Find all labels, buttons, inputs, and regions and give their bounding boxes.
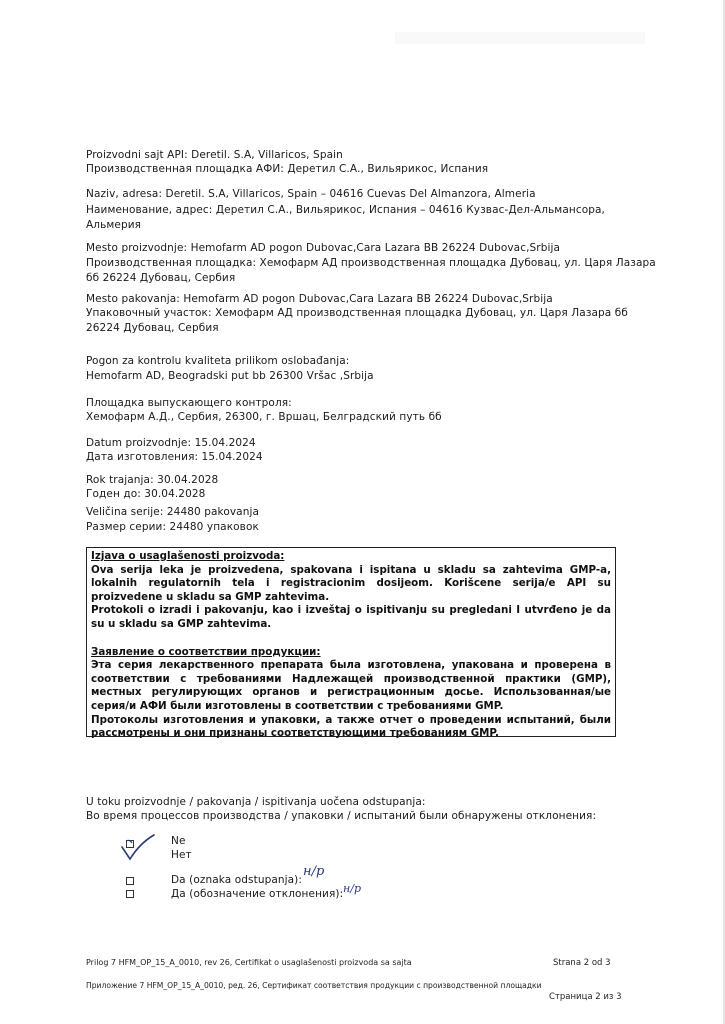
no-deviation-label-ru: Нет xyxy=(171,849,192,861)
handwritten-na-ru: н/р xyxy=(343,882,361,895)
faint-header-mark xyxy=(395,32,645,44)
packaging-site-ru-cont: 26224 Дубовац, Сербия xyxy=(86,322,219,334)
name-address-ru-cont: Альмерия xyxy=(86,219,142,231)
production-site-sr: Mesto proizvodnje: Hemofarm AD pogon Dubovac,Cara Lazara BB 26224 Dubovac,Srbija xyxy=(86,242,561,254)
expiry-date-ru: Годен до: 30.04.2028 xyxy=(86,488,206,500)
yes-deviation-label-sr: Da (oznaka odstupanja): xyxy=(171,874,303,886)
qc-site-label-ru: Площадка выпускающего контроля: xyxy=(86,397,292,409)
footer-reference-sr: Prilog 7 HFM_OP_15_A_0010, rev 26, Certifikat o usaglašenosti proizvoda sa sajta xyxy=(86,958,412,967)
yes-deviation-checkbox-sr[interactable] xyxy=(126,877,134,885)
api-site-sr: Proizvodni sajt API: Deretil. S.A, Villaricos, Spain xyxy=(86,149,343,161)
deviations-question-ru: Во время процессов производства / упаковки / испытаний были обнаружены отклонения: xyxy=(86,810,597,822)
declaration-text-sr-1: Ova serija leka je proizvedena, spakovana i ispitana u skladu sa zahtevima GMP-a, lokalnih regulatornih tela i registracionim dosijeom. Korišcene serija/e API su proizvedene u skladu sa GMP zahtevima. xyxy=(91,563,611,603)
footer-reference-ru: Приложение 7 HFM_OP_15_A_0010, ред. 26, Сертификат соответствия продукции с производственной площадки xyxy=(86,981,542,990)
api-site-ru: Производственная площадка АФИ: Деретил С.А., Вильярикос, Испания xyxy=(86,163,489,175)
footer-page-ru: Страница 2 из 3 xyxy=(549,992,622,1002)
batch-size-sr: Veličina serije: 24480 pakovanja xyxy=(86,506,260,518)
declaration-text-ru-1: Эта серия лекарственного препарата была изготовлена, упакована и проверена в соответствии с требованиями Надлежащей производственной практики (GMP), местных регулирующих органов и регистрационным досье. Использованная/ые серия/и АФИ были изготовлены в соответствии с требованиями GMP. xyxy=(91,659,611,712)
no-deviation-label-sr: Ne xyxy=(171,835,186,847)
expiry-date-sr: Rok trajanja: 30.04.2028 xyxy=(86,474,219,486)
packaging-site-sr: Mesto pakovanja: Hemofarm AD pogon Dubovac,Cara Lazara BB 26224 Dubovac,Srbija xyxy=(86,293,553,305)
packaging-site-ru: Упаковочный участок: Хемофарм АД производственная площадка Дубовац, ул. Царя Лазара бб xyxy=(86,307,628,319)
declaration-text-sr-2: Protokoli o izradi i pakovanju, kao i izveštaj o ispitivanju su pregledani I utvrđeno je da su u skladu sa GMP zahtevima. xyxy=(91,604,611,630)
footer-page-sr: Strana 2 od 3 xyxy=(553,958,611,968)
qc-site-address-sr: Hemofarm AD, Beogradski put bb 26300 Vršac ,Srbija xyxy=(86,370,374,382)
yes-deviation-checkbox-ru[interactable] xyxy=(126,890,134,898)
handwritten-checkmark-icon xyxy=(118,833,158,865)
production-date-ru: Дата изготовления: 15.04.2024 xyxy=(86,451,263,463)
deviations-question-sr: U toku proizvodnje / pakovanja / ispitivanja uočena odstupanja: xyxy=(86,796,426,808)
declaration-box xyxy=(86,547,616,740)
production-site-ru: Производственная площадка: Хемофарм АД производственная площадка Дубовац, ул. Царя Лазара xyxy=(86,257,656,269)
batch-size-ru: Размер серии: 24480 упаковок xyxy=(86,521,259,533)
name-address-sr: Naziv, adresa: Deretil. S.A, Villaricos, Spain – 04616 Cuevas Del Almanzora, Almeria xyxy=(86,188,536,200)
handwritten-na-sr: н/р xyxy=(303,864,325,879)
production-site-ru-cont: бб 26224 Дубовац, Сербия xyxy=(86,272,236,284)
yes-deviation-label-ru: Да (обозначение отклонения): xyxy=(171,888,344,900)
name-address-ru: Наименование, адрес: Деретил С.А., Вильярикос, Испания – 04616 Кузвас-Дел-Альмансора, xyxy=(86,204,605,216)
qc-site-label-sr: Pogon za kontrolu kvaliteta prilikom oslobađanja: xyxy=(86,355,350,367)
declaration-text-ru-2: Протоколы изготовления и упаковки, а также отчет о проведении испытаний, были рассмотрены и они признаны соответствующими требованиям GMP. xyxy=(91,713,611,740)
declaration-heading-ru: Заявление о соответствии продукции: xyxy=(91,645,321,658)
qc-site-address-ru: Хемофарм А.Д., Сербия, 26300, г. Вршац, Белградский путь бб xyxy=(86,411,442,423)
production-date-sr: Datum proizvodnje: 15.04.2024 xyxy=(86,437,256,449)
declaration-heading-sr: Izjava o usaglašenosti proizvoda: xyxy=(91,550,285,562)
